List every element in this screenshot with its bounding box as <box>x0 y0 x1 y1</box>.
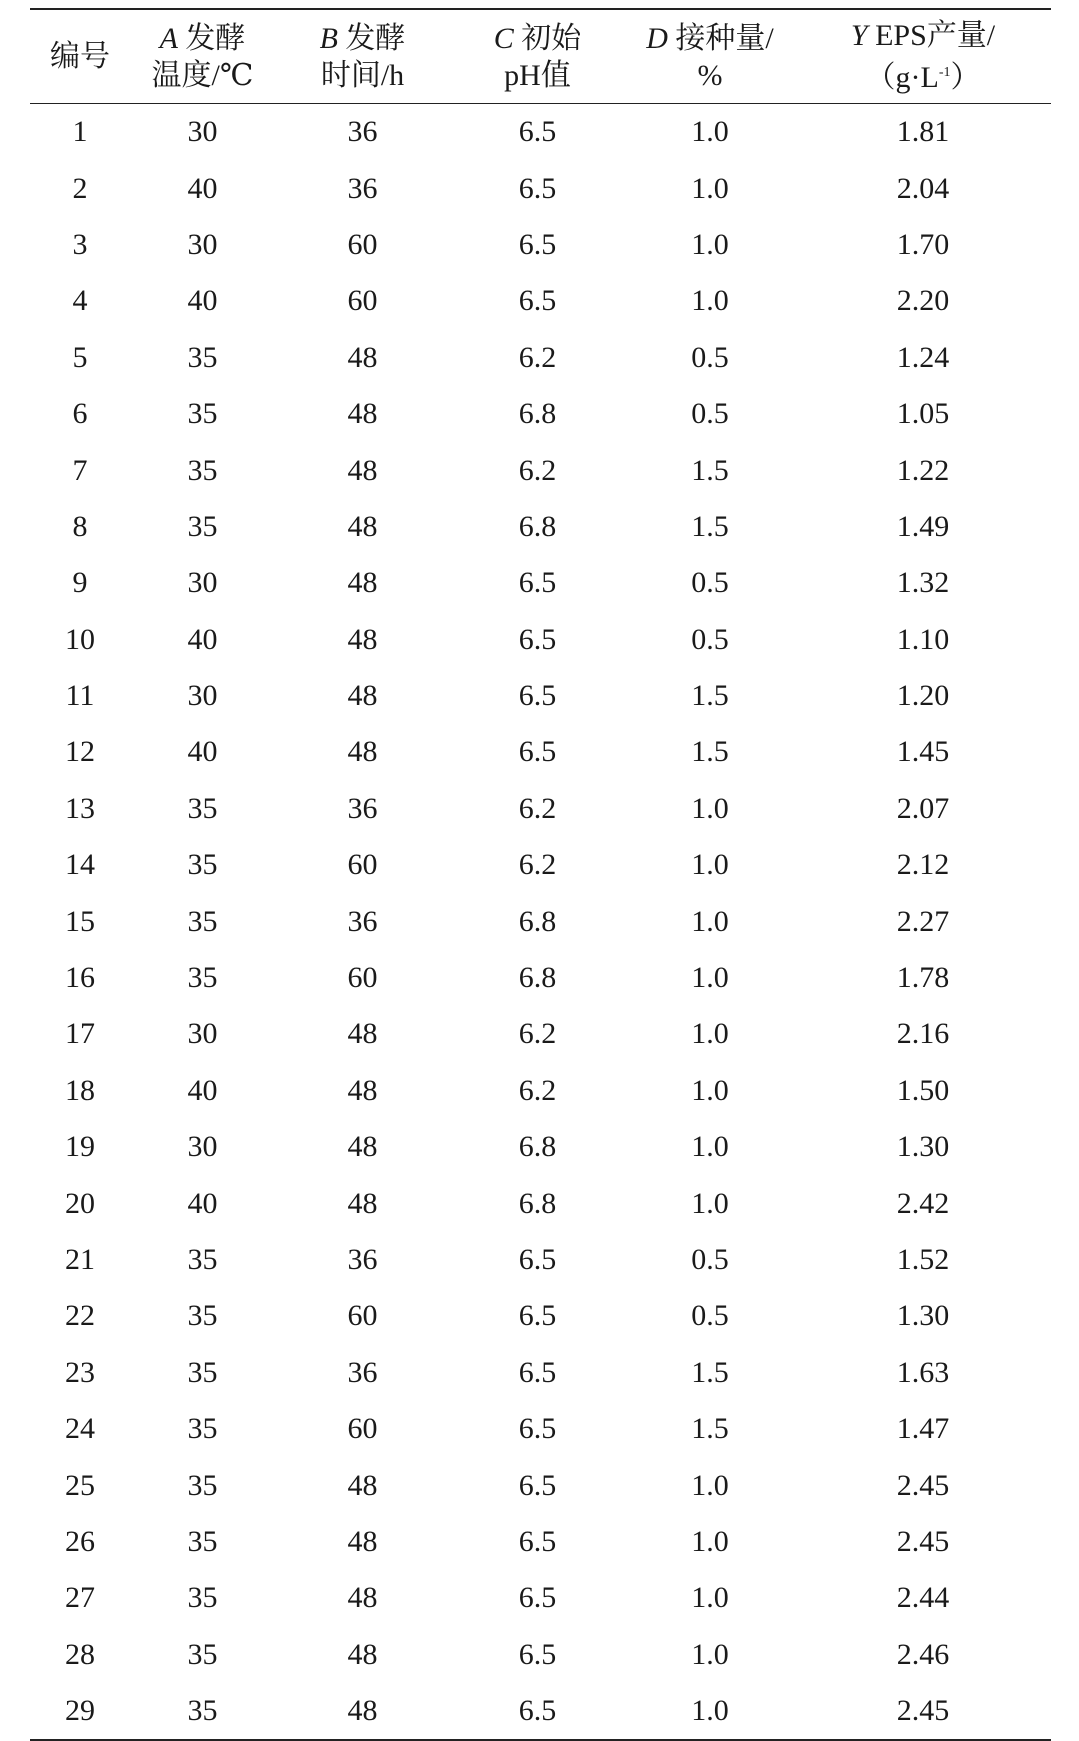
cell-time: 36 <box>347 791 378 825</box>
cell-time: 48 <box>347 1637 378 1671</box>
cell-time: 60 <box>347 1412 378 1446</box>
table-row <box>30 1683 1051 1739</box>
cell-eps-yield: 1.49 <box>896 509 950 543</box>
cell-temperature: 35 <box>187 397 218 431</box>
cell-eps-yield: 1.32 <box>896 566 950 600</box>
table-row <box>30 1457 1051 1513</box>
cell-inoculum: 1.0 <box>691 115 729 149</box>
cell-time: 48 <box>347 1017 378 1051</box>
cell-temperature: 35 <box>187 1412 218 1446</box>
cell-ph: 6.5 <box>518 227 557 261</box>
cell-eps-yield: 1.05 <box>896 397 950 431</box>
cell-id: 3 <box>72 227 88 261</box>
cell-eps-yield: 1.63 <box>896 1355 950 1389</box>
cell-eps-yield: 1.47 <box>896 1412 950 1446</box>
cell-eps-yield: 1.52 <box>896 1243 950 1276</box>
cell-inoculum: 0.5 <box>691 1243 729 1276</box>
cell-time: 36 <box>347 1355 378 1389</box>
cell-ph: 6.5 <box>518 1637 557 1671</box>
cell-id: 9 <box>72 566 88 600</box>
cell-inoculum: 1.0 <box>691 1524 729 1558</box>
cell-eps-yield: 2.44 <box>896 1581 950 1615</box>
cell-temperature: 30 <box>187 1130 218 1164</box>
header-time <box>275 20 450 94</box>
table-row <box>30 1514 1051 1570</box>
cell-id: 14 <box>65 848 95 882</box>
cell-eps-yield: 1.10 <box>896 622 950 656</box>
header-time-line2: 时间/h <box>320 58 405 92</box>
cell-eps-yield: 2.45 <box>896 1468 950 1502</box>
cell-id: 25 <box>65 1468 95 1502</box>
cell-ph: 6.5 <box>518 115 557 149</box>
cell-inoculum: 0.5 <box>691 340 729 374</box>
cell-temperature: 30 <box>187 1017 218 1051</box>
cell-inoculum: 1.0 <box>691 1637 729 1671</box>
cell-id: 13 <box>65 791 95 825</box>
cell-eps-yield: 2.45 <box>896 1694 950 1728</box>
header-eps-yield-line2-end: ） <box>950 61 981 94</box>
cell-time: 60 <box>347 961 378 995</box>
cell-inoculum: 1.5 <box>691 1412 729 1446</box>
cell-id: 18 <box>65 1073 95 1107</box>
cell-inoculum: 1.0 <box>691 848 729 882</box>
table-row <box>30 612 1051 668</box>
cell-id: 2 <box>72 171 88 205</box>
cell-time: 48 <box>347 509 378 543</box>
cell-eps-yield: 1.81 <box>896 115 950 149</box>
cell-id: 6 <box>72 397 88 431</box>
cell-temperature: 30 <box>187 679 218 713</box>
cell-inoculum: 0.5 <box>691 397 729 431</box>
cell-ph: 6.5 <box>518 566 557 600</box>
cell-ph: 6.5 <box>518 679 557 713</box>
header-eps-yield-unit-sup: -1 <box>938 65 951 80</box>
cell-ph: 6.5 <box>518 1468 557 1502</box>
cell-ph: 6.5 <box>518 171 557 205</box>
cell-time: 48 <box>347 622 378 656</box>
cell-time: 48 <box>347 1694 378 1728</box>
cell-inoculum: 1.0 <box>691 1468 729 1502</box>
cell-inoculum: 1.0 <box>691 1694 729 1728</box>
cell-eps-yield: 1.78 <box>896 961 950 995</box>
cell-id: 4 <box>72 284 88 318</box>
cell-eps-yield: 2.20 <box>896 284 950 318</box>
cell-id: 5 <box>72 340 88 374</box>
cell-temperature: 30 <box>187 115 218 149</box>
table-row <box>30 499 1051 555</box>
cell-id: 27 <box>65 1581 95 1615</box>
table-row <box>30 1401 1051 1457</box>
cell-inoculum: 1.0 <box>691 791 729 825</box>
cell-ph: 6.2 <box>518 791 557 825</box>
cell-temperature: 35 <box>187 961 218 995</box>
cell-temperature: 30 <box>187 566 218 600</box>
cell-eps-yield: 2.42 <box>896 1186 950 1220</box>
cell-time: 60 <box>347 1299 378 1333</box>
cell-time: 36 <box>347 904 378 938</box>
header-ph-line2: pH值 <box>504 58 571 92</box>
cell-ph: 6.2 <box>518 453 557 487</box>
cell-ph: 6.5 <box>518 1299 557 1333</box>
cell-eps-yield: 1.30 <box>896 1299 950 1333</box>
table-row <box>30 781 1051 837</box>
header-id-label: 编号 <box>50 40 110 73</box>
header-inoculum-line2: % <box>697 58 723 92</box>
header-inoculum-line1: 接种量/ <box>675 21 774 55</box>
header-eps-yield-var: Y <box>850 19 868 52</box>
cell-temperature: 35 <box>187 509 218 543</box>
cell-temperature: 35 <box>187 1694 218 1728</box>
cell-inoculum: 1.0 <box>691 1581 729 1615</box>
cell-temperature: 35 <box>187 453 218 487</box>
cell-temperature: 35 <box>187 848 218 882</box>
cell-temperature: 35 <box>187 1468 218 1502</box>
table-row <box>30 1288 1051 1344</box>
cell-eps-yield: 1.45 <box>896 735 950 769</box>
cell-eps-yield: 1.20 <box>896 679 950 713</box>
cell-temperature: 35 <box>187 1524 218 1558</box>
cell-time: 48 <box>347 679 378 713</box>
cell-time: 48 <box>347 397 378 431</box>
table-row <box>30 1006 1051 1062</box>
header-id <box>30 38 130 75</box>
cell-time: 48 <box>347 566 378 600</box>
cell-eps-yield: 1.24 <box>896 340 950 374</box>
header-inoculum <box>625 20 795 94</box>
cell-ph: 6.5 <box>518 284 557 318</box>
cell-temperature: 35 <box>187 1637 218 1671</box>
cell-id: 12 <box>65 735 95 769</box>
cell-time: 48 <box>347 453 378 487</box>
cell-eps-yield: 2.12 <box>896 848 950 882</box>
table-row <box>30 555 1051 611</box>
cell-id: 7 <box>72 453 88 487</box>
cell-time: 48 <box>347 735 378 769</box>
cell-inoculum: 1.5 <box>691 1355 729 1389</box>
table-row <box>30 1175 1051 1231</box>
header-inoculum-var: D <box>646 21 668 55</box>
cell-id: 20 <box>65 1186 95 1220</box>
cell-eps-yield: 1.22 <box>896 453 950 487</box>
cell-id: 16 <box>65 961 95 995</box>
header-temperature <box>130 20 275 94</box>
header-temperature-line2: 温度/℃ <box>151 58 254 92</box>
table-row <box>30 330 1051 386</box>
cell-inoculum: 1.5 <box>691 509 729 543</box>
cell-temperature: 35 <box>187 1355 218 1389</box>
cell-time: 60 <box>347 848 378 882</box>
cell-time: 60 <box>347 227 378 261</box>
table-row <box>30 668 1051 724</box>
cell-ph: 6.2 <box>518 1017 557 1051</box>
data-table <box>30 8 1051 1741</box>
table-row <box>30 273 1051 329</box>
table-row <box>30 837 1051 893</box>
cell-id: 19 <box>65 1130 95 1164</box>
table-row <box>30 724 1051 780</box>
cell-id: 11 <box>65 679 95 713</box>
cell-temperature: 40 <box>187 735 218 769</box>
cell-inoculum: 1.0 <box>691 904 729 938</box>
cell-time: 36 <box>347 115 378 149</box>
table-row <box>30 442 1051 498</box>
cell-id: 28 <box>65 1637 95 1671</box>
cell-time: 48 <box>347 1130 378 1164</box>
table-row <box>30 893 1051 949</box>
table-row <box>30 104 1051 160</box>
cell-id: 26 <box>65 1524 95 1558</box>
cell-eps-yield: 2.16 <box>896 1017 950 1051</box>
cell-eps-yield: 1.30 <box>896 1130 950 1164</box>
cell-temperature: 35 <box>187 904 218 938</box>
cell-id: 1 <box>72 115 88 149</box>
cell-eps-yield: 1.70 <box>896 227 950 261</box>
cell-ph: 6.2 <box>518 340 557 374</box>
table-row <box>30 1232 1051 1288</box>
cell-ph: 6.5 <box>518 735 557 769</box>
table-header-row <box>30 10 1051 103</box>
cell-temperature: 40 <box>187 1073 218 1107</box>
header-temperature-var: A <box>159 21 178 55</box>
cell-inoculum: 0.5 <box>691 566 729 600</box>
cell-id: 21 <box>65 1243 95 1276</box>
cell-inoculum: 1.0 <box>691 171 729 205</box>
cell-ph: 6.5 <box>518 1581 557 1615</box>
header-ph <box>450 20 625 94</box>
cell-ph: 6.5 <box>518 1355 557 1389</box>
cell-eps-yield: 2.07 <box>896 791 950 825</box>
table-row <box>30 1627 1051 1683</box>
cell-eps-yield: 2.04 <box>896 171 950 205</box>
cell-ph: 6.5 <box>518 1243 557 1276</box>
cell-inoculum: 1.0 <box>691 1017 729 1051</box>
table-body <box>30 104 1051 1739</box>
cell-inoculum: 1.0 <box>691 227 729 261</box>
header-temperature-line1: 发酵 <box>185 21 246 55</box>
table-row <box>30 1570 1051 1626</box>
cell-temperature: 40 <box>187 1186 218 1220</box>
cell-id: 29 <box>65 1694 95 1728</box>
header-time-var: B <box>319 21 338 55</box>
table-row <box>30 1119 1051 1175</box>
header-eps-yield-line1: EPS产量/ <box>875 19 996 52</box>
cell-time: 48 <box>347 1186 378 1220</box>
header-time-line1: 发酵 <box>345 21 406 55</box>
header-ph-line1: 初始 <box>521 21 582 55</box>
cell-ph: 6.5 <box>518 1694 557 1728</box>
cell-inoculum: 1.0 <box>691 1073 729 1107</box>
cell-temperature: 40 <box>187 171 218 205</box>
cell-ph: 6.8 <box>518 397 557 431</box>
header-eps-yield-line2: （g·L <box>865 61 939 94</box>
header-eps-yield <box>795 17 1051 96</box>
cell-temperature: 35 <box>187 1243 218 1276</box>
cell-id: 22 <box>65 1299 95 1333</box>
cell-ph: 6.8 <box>518 1130 557 1164</box>
cell-ph: 6.8 <box>518 1186 557 1220</box>
table-row <box>30 950 1051 1006</box>
cell-inoculum: 1.5 <box>691 453 729 487</box>
cell-time: 48 <box>347 340 378 374</box>
cell-inoculum: 1.0 <box>691 1186 729 1220</box>
cell-ph: 6.2 <box>518 1073 557 1107</box>
cell-temperature: 30 <box>187 227 218 261</box>
table-row <box>30 1345 1051 1401</box>
table-row <box>30 386 1051 442</box>
table-row <box>30 217 1051 273</box>
cell-inoculum: 1.0 <box>691 1130 729 1164</box>
cell-ph: 6.8 <box>518 904 557 938</box>
cell-temperature: 35 <box>187 1581 218 1615</box>
cell-time: 36 <box>347 171 378 205</box>
cell-inoculum: 0.5 <box>691 622 729 656</box>
cell-temperature: 35 <box>187 1299 218 1333</box>
cell-time: 36 <box>347 1243 378 1276</box>
cell-time: 48 <box>347 1073 378 1107</box>
cell-inoculum: 1.0 <box>691 961 729 995</box>
cell-ph: 6.8 <box>518 509 557 543</box>
cell-inoculum: 1.5 <box>691 735 729 769</box>
cell-eps-yield: 2.27 <box>896 904 950 938</box>
cell-id: 15 <box>65 904 95 938</box>
table-row <box>30 1063 1051 1119</box>
cell-temperature: 35 <box>187 340 218 374</box>
cell-id: 23 <box>65 1355 95 1389</box>
table-row <box>30 160 1051 216</box>
cell-time: 60 <box>347 284 378 318</box>
cell-id: 17 <box>65 1017 95 1051</box>
cell-ph: 6.5 <box>518 1524 557 1558</box>
cell-id: 24 <box>65 1412 95 1446</box>
cell-eps-yield: 2.46 <box>896 1637 950 1671</box>
cell-inoculum: 0.5 <box>691 1299 729 1333</box>
cell-ph: 6.5 <box>518 622 557 656</box>
cell-time: 48 <box>347 1468 378 1502</box>
cell-ph: 6.8 <box>518 961 557 995</box>
cell-id: 10 <box>65 622 95 656</box>
cell-eps-yield: 2.45 <box>896 1524 950 1558</box>
cell-inoculum: 1.5 <box>691 679 729 713</box>
cell-ph: 6.5 <box>518 1412 557 1446</box>
cell-time: 48 <box>347 1581 378 1615</box>
cell-ph: 6.2 <box>518 848 557 882</box>
cell-id: 8 <box>72 509 88 543</box>
cell-time: 48 <box>347 1524 378 1558</box>
cell-temperature: 40 <box>187 284 218 318</box>
cell-temperature: 35 <box>187 791 218 825</box>
cell-temperature: 40 <box>187 622 218 656</box>
cell-inoculum: 1.0 <box>691 284 729 318</box>
cell-eps-yield: 1.50 <box>896 1073 950 1107</box>
header-ph-var: C <box>493 21 514 55</box>
